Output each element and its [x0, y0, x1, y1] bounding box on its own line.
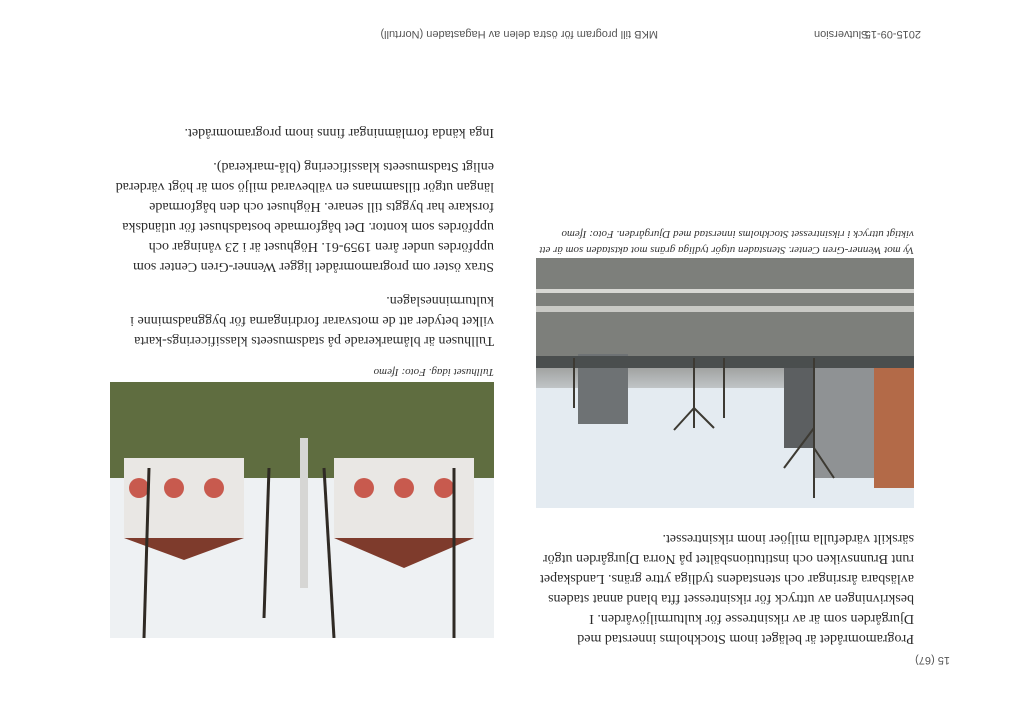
header-version: Slutversion	[814, 28, 869, 40]
photo-tullhuset	[110, 382, 494, 638]
paragraph-riksintresse: Programområdet är beläget inom Stockholms innerstad med Djurgården som är av riksintresse för kulturmiljövården. I beskrivningen av uttryck för riksintresset ffta bland annat stadens avläsbara årsringar och stenstadens tydliga yttre gräns. Landskapet runt Brunnsviken och institutionsbältet på Norra Djurgården utgör särskilt värdefulla miljöer inom riksintresset.	[540, 531, 914, 646]
page-number: 15 (67)	[915, 654, 950, 666]
left-column-text	[530, 528, 914, 648]
photo-caption-wenner-gren: Vy mot Wenner-Gren Center. Stenstaden utgör tydliga gräns mot aktstaden som är ett viktigt uttryck i riksintresset Stockholms innerstad med Djurgården. Foto: Ifemo	[539, 228, 914, 256]
photo-wenner-gren-center	[536, 258, 914, 508]
right-column-text	[110, 122, 494, 380]
paragraph-fornlamningar: Inga kända fornlämningar finns inom programområdet.	[184, 125, 494, 140]
header-date: 2015-09-15	[864, 28, 921, 40]
paragraph-tullhusen: Tullhusen är blåmarkerade på stadsmuseets klassificerings-karta vilket betyder att de motsvarar fordringarna för byggnadsminne i kulturminneslagen.	[130, 293, 494, 348]
photo-caption-tullhuset: Tullhuset idag. Foto: Ifemo	[373, 366, 494, 378]
paragraph-wenner-gren: Strax öster om programområdet ligger Wenner-Gren Center som uppfördes under åren 1959-61. Höghuset är i 23 våningar och uppfördes som kontor. Det bågformade bostadshuset för utländska forskare har byggts till senare. Höghuset och den bågformade längan utgör tillsammans en välbevarad miljö som är högt värderad enligt Stadsmuseets klassificering (blå-markerad).	[115, 159, 494, 274]
header-title: MKB till program för östra delen av Hagastaden (Norrtull)	[380, 28, 658, 40]
